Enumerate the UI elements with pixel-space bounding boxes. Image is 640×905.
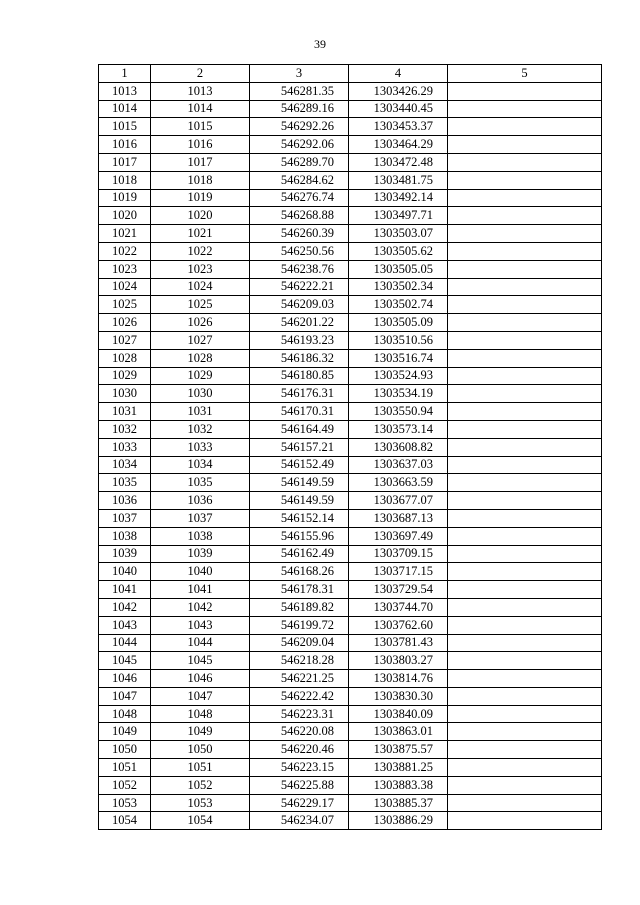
table-cell: 546157.21: [250, 438, 349, 456]
table-cell: 546268.88: [250, 207, 349, 225]
table-cell: [448, 100, 602, 118]
table-cell: 546229.17: [250, 794, 349, 812]
table-cell: [448, 367, 602, 385]
table-cell: 546276.74: [250, 189, 349, 207]
table-cell: 1303608.82: [349, 438, 448, 456]
table-cell: 1032: [99, 420, 151, 438]
table-cell: 1046: [151, 670, 250, 688]
column-header: 5: [448, 65, 602, 83]
table-cell: 546238.76: [250, 260, 349, 278]
table-cell: 1303885.37: [349, 794, 448, 812]
table-cell: 1019: [99, 189, 151, 207]
table-cell: 1021: [99, 225, 151, 243]
table-cell: 1303687.13: [349, 509, 448, 527]
table-cell: 1303637.03: [349, 456, 448, 474]
table-cell: 1303464.29: [349, 136, 448, 154]
table-row: [99, 670, 602, 688]
table-cell: 546209.03: [250, 296, 349, 314]
table-cell: 1041: [151, 581, 250, 599]
table-cell: 546178.31: [250, 581, 349, 599]
table-cell: [448, 82, 602, 100]
table-row: [99, 794, 602, 812]
table-cell: 546152.49: [250, 456, 349, 474]
table-cell: 1045: [151, 652, 250, 670]
table-cell: 1303717.15: [349, 563, 448, 581]
table-cell: 1303663.59: [349, 474, 448, 492]
table-cell: 1303781.43: [349, 634, 448, 652]
table-cell: 1303840.09: [349, 705, 448, 723]
table-row: [99, 367, 602, 385]
table-cell: 1025: [151, 296, 250, 314]
table-cell: 1013: [99, 82, 151, 100]
table-cell: 1303883.38: [349, 776, 448, 794]
table-cell: 1049: [99, 723, 151, 741]
table-cell: 546292.26: [250, 118, 349, 136]
table-cell: [448, 314, 602, 332]
table-cell: [448, 741, 602, 759]
table-row: [99, 225, 602, 243]
table-cell: 1043: [151, 616, 250, 634]
table-row: [99, 118, 602, 136]
table-cell: 1031: [99, 403, 151, 421]
table-cell: 1046: [99, 670, 151, 688]
table-cell: [448, 225, 602, 243]
table-row: [99, 349, 602, 367]
table-cell: 1303677.07: [349, 492, 448, 510]
table-cell: [448, 670, 602, 688]
table-cell: 546260.39: [250, 225, 349, 243]
table-row: [99, 776, 602, 794]
table-cell: 1033: [99, 438, 151, 456]
table-cell: 1042: [151, 598, 250, 616]
table-cell: 1039: [151, 545, 250, 563]
table-cell: 546180.85: [250, 367, 349, 385]
table-cell: 1303505.62: [349, 242, 448, 260]
table-cell: 1303503.07: [349, 225, 448, 243]
table-row: [99, 509, 602, 527]
table-cell: 1051: [151, 759, 250, 777]
table-cell: 546168.26: [250, 563, 349, 581]
table-cell: 1303510.56: [349, 331, 448, 349]
table-cell: 1026: [99, 314, 151, 332]
table-row: [99, 278, 602, 296]
table-cell: [448, 456, 602, 474]
table-cell: 546189.82: [250, 598, 349, 616]
table-cell: [448, 242, 602, 260]
table-cell: 546186.32: [250, 349, 349, 367]
table-cell: 1013: [151, 82, 250, 100]
table-row: [99, 527, 602, 545]
table-cell: 1303524.93: [349, 367, 448, 385]
table-cell: 1303453.37: [349, 118, 448, 136]
table-cell: 546223.31: [250, 705, 349, 723]
table-cell: 1037: [99, 509, 151, 527]
table-row: [99, 705, 602, 723]
table-cell: [448, 171, 602, 189]
table-cell: 1028: [151, 349, 250, 367]
table-cell: 1303744.70: [349, 598, 448, 616]
table-cell: 1303492.14: [349, 189, 448, 207]
table-cell: 1027: [151, 331, 250, 349]
table-cell: [448, 581, 602, 599]
table-cell: 1022: [99, 242, 151, 260]
table-cell: 1033: [151, 438, 250, 456]
table-row: [99, 136, 602, 154]
table-cell: 546149.59: [250, 474, 349, 492]
table-cell: [448, 794, 602, 812]
table-cell: 1024: [151, 278, 250, 296]
table-cell: 1303550.94: [349, 403, 448, 421]
table-row: [99, 545, 602, 563]
table-cell: [448, 509, 602, 527]
table-cell: [448, 687, 602, 705]
table-cell: [448, 331, 602, 349]
table-header-row: [99, 65, 602, 83]
table-cell: [448, 136, 602, 154]
table-row: [99, 420, 602, 438]
table-cell: 1030: [99, 385, 151, 403]
table-cell: [448, 438, 602, 456]
table-cell: 1038: [151, 527, 250, 545]
table-cell: 1045: [99, 652, 151, 670]
table-cell: 1303502.74: [349, 296, 448, 314]
table-cell: 1014: [99, 100, 151, 118]
table-cell: 1029: [151, 367, 250, 385]
table-row: [99, 100, 602, 118]
table-cell: 1023: [151, 260, 250, 278]
table-cell: [448, 349, 602, 367]
table-cell: 546149.59: [250, 492, 349, 510]
table-cell: 546284.62: [250, 171, 349, 189]
table-cell: [448, 153, 602, 171]
table-cell: [448, 420, 602, 438]
table-cell: [448, 474, 602, 492]
table-cell: 1048: [99, 705, 151, 723]
table-cell: 546220.46: [250, 741, 349, 759]
table-cell: [448, 278, 602, 296]
table-cell: [448, 616, 602, 634]
table-cell: 1020: [99, 207, 151, 225]
table-cell: 546220.08: [250, 723, 349, 741]
table-row: [99, 207, 602, 225]
table-row: [99, 634, 602, 652]
table-cell: 1036: [99, 492, 151, 510]
table-cell: 1050: [99, 741, 151, 759]
table-cell: 1020: [151, 207, 250, 225]
table-row: [99, 616, 602, 634]
table-row: [99, 741, 602, 759]
table-row: [99, 314, 602, 332]
table-cell: 546222.21: [250, 278, 349, 296]
table-cell: 1303505.05: [349, 260, 448, 278]
table-row: [99, 242, 602, 260]
table-cell: 1028: [99, 349, 151, 367]
table-cell: 1029: [99, 367, 151, 385]
table-cell: 1049: [151, 723, 250, 741]
table-cell: 1040: [99, 563, 151, 581]
table-cell: 1024: [99, 278, 151, 296]
table-cell: 1018: [99, 171, 151, 189]
table-cell: [448, 563, 602, 581]
table-cell: 1015: [151, 118, 250, 136]
table-cell: 546222.42: [250, 687, 349, 705]
table-cell: [448, 634, 602, 652]
table-cell: [448, 403, 602, 421]
table-row: [99, 492, 602, 510]
table-cell: 1016: [99, 136, 151, 154]
table-cell: 1036: [151, 492, 250, 510]
table-cell: [448, 723, 602, 741]
table-cell: 1047: [151, 687, 250, 705]
table-row: [99, 296, 602, 314]
table-row: [99, 260, 602, 278]
table-cell: 1051: [99, 759, 151, 777]
table-cell: 1019: [151, 189, 250, 207]
table-cell: 1052: [151, 776, 250, 794]
table-cell: 1303426.29: [349, 82, 448, 100]
table-cell: 1047: [99, 687, 151, 705]
table-cell: 1303472.48: [349, 153, 448, 171]
table-cell: 546225.88: [250, 776, 349, 794]
table-cell: [448, 812, 602, 830]
column-header: 4: [349, 65, 448, 83]
table-row: [99, 331, 602, 349]
column-header: 2: [151, 65, 250, 83]
table-cell: 546152.14: [250, 509, 349, 527]
table-cell: 1042: [99, 598, 151, 616]
table-cell: 1038: [99, 527, 151, 545]
table-cell: 546281.35: [250, 82, 349, 100]
table-cell: [448, 527, 602, 545]
table-row: [99, 385, 602, 403]
table-cell: 1048: [151, 705, 250, 723]
table-row: [99, 563, 602, 581]
table-cell: [448, 598, 602, 616]
table-body: [99, 82, 602, 829]
table-cell: [448, 260, 602, 278]
table-cell: 546289.16: [250, 100, 349, 118]
table-cell: 546155.96: [250, 527, 349, 545]
table-row: [99, 456, 602, 474]
table-cell: [448, 189, 602, 207]
table-row: [99, 598, 602, 616]
table-cell: 1053: [151, 794, 250, 812]
table-cell: 546193.23: [250, 331, 349, 349]
table-cell: [448, 759, 602, 777]
table-cell: 1303505.09: [349, 314, 448, 332]
table-cell: 1044: [99, 634, 151, 652]
table-cell: [448, 776, 602, 794]
table-row: [99, 438, 602, 456]
table-cell: 1014: [151, 100, 250, 118]
table-cell: 1303516.74: [349, 349, 448, 367]
table-cell: 1037: [151, 509, 250, 527]
table-cell: [448, 492, 602, 510]
table-cell: 546176.31: [250, 385, 349, 403]
table-row: [99, 812, 602, 830]
table-cell: 1054: [151, 812, 250, 830]
table-cell: 1025: [99, 296, 151, 314]
table-row: [99, 759, 602, 777]
table-cell: [448, 545, 602, 563]
table-cell: 546170.31: [250, 403, 349, 421]
table-row: [99, 652, 602, 670]
table-cell: 1034: [151, 456, 250, 474]
table-row: [99, 403, 602, 421]
table-cell: 1050: [151, 741, 250, 759]
table-cell: 546164.49: [250, 420, 349, 438]
table-cell: 1035: [99, 474, 151, 492]
table-cell: 1303830.30: [349, 687, 448, 705]
table-cell: 1043: [99, 616, 151, 634]
column-header: 1: [99, 65, 151, 83]
table-cell: 1017: [99, 153, 151, 171]
table-row: [99, 474, 602, 492]
table-cell: 546162.49: [250, 545, 349, 563]
table-cell: 546199.72: [250, 616, 349, 634]
table-cell: 546289.70: [250, 153, 349, 171]
table-row: [99, 581, 602, 599]
table-cell: 1031: [151, 403, 250, 421]
table-cell: 1030: [151, 385, 250, 403]
table-cell: 1026: [151, 314, 250, 332]
table-cell: 1303481.75: [349, 171, 448, 189]
table-cell: 1016: [151, 136, 250, 154]
table-cell: 1023: [99, 260, 151, 278]
table-cell: 1040: [151, 563, 250, 581]
table-cell: 1303803.27: [349, 652, 448, 670]
table-row: [99, 189, 602, 207]
table-cell: 1041: [99, 581, 151, 599]
page-number: 39: [314, 37, 326, 51]
table-cell: 546234.07: [250, 812, 349, 830]
table-cell: 546250.56: [250, 242, 349, 260]
table-cell: 1034: [99, 456, 151, 474]
table-cell: 1303497.71: [349, 207, 448, 225]
table-cell: 1303502.34: [349, 278, 448, 296]
column-header: 3: [250, 65, 349, 83]
table-cell: 1303886.29: [349, 812, 448, 830]
table-cell: 546221.25: [250, 670, 349, 688]
table-cell: 1039: [99, 545, 151, 563]
table-cell: 1015: [99, 118, 151, 136]
table-cell: 1303881.25: [349, 759, 448, 777]
table-cell: 1022: [151, 242, 250, 260]
table-cell: [448, 652, 602, 670]
table-cell: [448, 118, 602, 136]
table-row: [99, 723, 602, 741]
table-cell: 1303440.45: [349, 100, 448, 118]
table-row: [99, 171, 602, 189]
table-cell: 1303697.49: [349, 527, 448, 545]
table-row: [99, 82, 602, 100]
table-cell: [448, 385, 602, 403]
table-row: [99, 687, 602, 705]
table-cell: 1021: [151, 225, 250, 243]
table-cell: 546292.06: [250, 136, 349, 154]
table-cell: [448, 705, 602, 723]
table-cell: 1303863.01: [349, 723, 448, 741]
table-cell: [448, 296, 602, 314]
table-cell: 1303729.54: [349, 581, 448, 599]
table-cell: 1303709.15: [349, 545, 448, 563]
table-cell: 1303814.76: [349, 670, 448, 688]
table-cell: 546201.22: [250, 314, 349, 332]
table-cell: 1044: [151, 634, 250, 652]
table-cell: 546209.04: [250, 634, 349, 652]
table-cell: 1303573.14: [349, 420, 448, 438]
table-cell: 1018: [151, 171, 250, 189]
table-cell: 1053: [99, 794, 151, 812]
table-cell: 1054: [99, 812, 151, 830]
table-cell: 1303534.19: [349, 385, 448, 403]
table-cell: 1303875.57: [349, 741, 448, 759]
table-cell: 1017: [151, 153, 250, 171]
table-cell: 1052: [99, 776, 151, 794]
table-cell: 1032: [151, 420, 250, 438]
table-cell: 546218.28: [250, 652, 349, 670]
table-cell: 1303762.60: [349, 616, 448, 634]
table-cell: 1027: [99, 331, 151, 349]
table-cell: [448, 207, 602, 225]
table-row: [99, 153, 602, 171]
table-cell: 1035: [151, 474, 250, 492]
coordinates-table: [98, 64, 602, 830]
table-cell: 546223.15: [250, 759, 349, 777]
